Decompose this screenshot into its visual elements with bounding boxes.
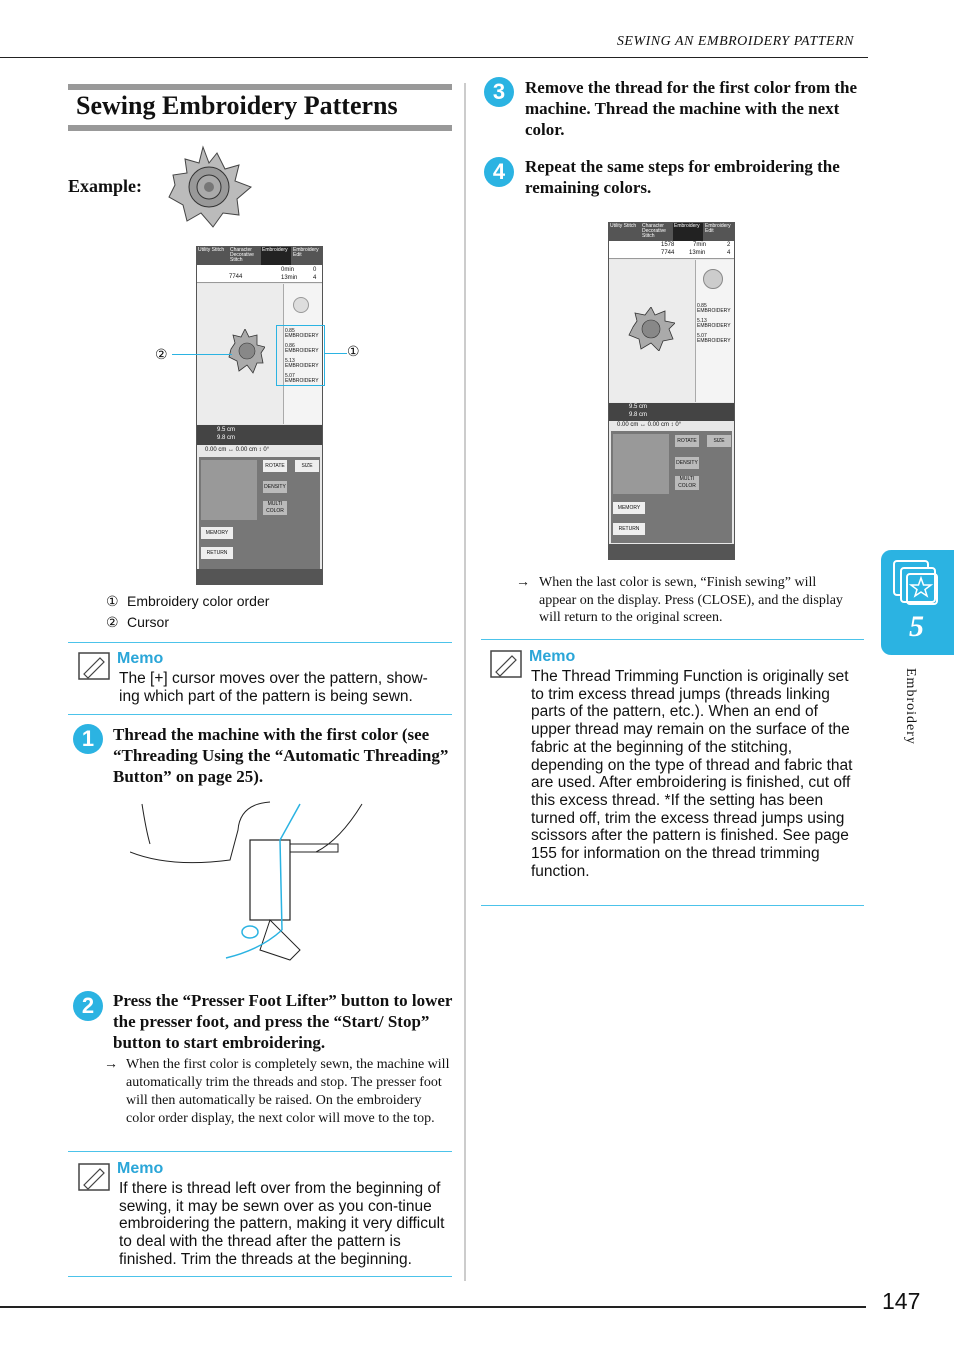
tab-embroidery-edit[interactable]: Embroidery Edit <box>293 247 319 258</box>
position-offset: 0.00 cm ↔ 0.00 cm ↕ 0° <box>205 447 270 453</box>
size-button[interactable]: SIZE <box>707 435 731 447</box>
tab-embroidery[interactable]: Embroidery <box>674 223 700 229</box>
memory-button[interactable]: MEMORY <box>201 527 233 539</box>
current-color: 2 <box>727 242 731 248</box>
callout-1: ① <box>347 343 360 359</box>
total-colors: 4 <box>313 275 317 281</box>
step-number-1: 1 <box>73 724 103 754</box>
step-2-text: Press the “Presser Foot Lifter” button to lower the presser foot, and press the “Start/ Stop” button to start embroidering. <box>113 991 453 1052</box>
step-4-text: Repeat the same steps for embroidering the remaining colors. <box>525 157 840 197</box>
pattern-height: 9.8 cm <box>217 435 236 441</box>
chapter-tab <box>881 550 954 655</box>
running-header: SEWING AN EMBROIDERY PATTERN <box>616 34 854 49</box>
stitch-count: 7744 <box>661 250 675 256</box>
memo-pencil-icon <box>78 652 110 680</box>
chapter-number: 5 <box>909 610 924 643</box>
position-offset: 0.00 cm ↔ 0.00 cm ↕ 0° <box>617 422 682 428</box>
memo-title: Memo <box>117 1160 164 1177</box>
pattern-width: 9.5 cm <box>629 404 648 410</box>
stitch-count: 7744 <box>229 274 243 280</box>
arrow-icon: → <box>516 575 530 590</box>
callout-2: ② <box>155 346 168 362</box>
pattern-preview <box>227 329 265 375</box>
step-number-2: 2 <box>73 991 103 1021</box>
color-order-3: 5.07 EMBROIDERY <box>697 333 731 344</box>
pattern-width: 9.5 cm <box>217 427 236 433</box>
color-order-3: 5.13 EMBROIDERY <box>285 358 319 369</box>
example-label: Example: <box>68 176 142 196</box>
stitches-sewn: 1578 <box>661 242 675 248</box>
memo-pencil-icon <box>78 1163 110 1191</box>
legend-text-1: Embroidery color order <box>127 593 270 609</box>
tab-utility-stitch[interactable]: Utility Stitch <box>198 247 225 253</box>
presser-foot-threading-illustration <box>130 800 370 968</box>
embroidery-hoop-icon <box>891 558 943 610</box>
color-order-1: 0.85 EMBROIDERY <box>697 303 731 314</box>
step-1-text: Thread the machine with the first color (see “Threading Using the “Automatic Threading” Button” on page 25). <box>113 725 449 786</box>
elapsed-time: 7min <box>693 242 707 248</box>
elapsed-time: 0min <box>281 267 295 273</box>
memo-body: The Thread Trimming Function is originally set to trim excess thread jumps (threads linking parts of the pattern, etc.). When an end of upper thread may remain on the surface of the fabric at the beginning of the stitching, depending on the type of thread and fabric that are used. After embroidering is finished, cut off this excess thread. *If the setting has been turned off, trim the excess thread jumps using scissors after the pattern is finished. See page 155 for information on the thread trimming function. <box>531 668 853 880</box>
section-title: Sewing Embroidery Patterns <box>76 91 398 120</box>
rotate-button[interactable]: ROTATE <box>263 460 287 472</box>
tab-character-decorative[interactable]: Character Decorative Stitch <box>642 223 666 239</box>
density-button[interactable]: DENSITY <box>675 457 699 469</box>
memo-title: Memo <box>117 650 164 667</box>
color-order-2: 0.86 EMBROIDERY <box>285 343 319 354</box>
lcd-screen-1 <box>196 246 323 585</box>
multi-color-button[interactable]: MULTI COLOR <box>675 476 699 490</box>
step-number-4: 4 <box>484 157 514 187</box>
color-order-2: 5.13 EMBROIDERY <box>697 318 731 329</box>
chapter-label: Embroidery <box>903 668 918 745</box>
memo-pencil-icon <box>490 650 522 678</box>
footer-rule <box>0 1306 866 1308</box>
size-button[interactable]: SIZE <box>295 460 319 472</box>
memory-button[interactable]: MEMORY <box>613 502 645 514</box>
column-divider <box>464 83 466 1281</box>
pattern-preview <box>627 307 675 351</box>
lcd-screen-2 <box>608 222 735 560</box>
rose-pattern-image <box>165 145 253 231</box>
total-colors: 4 <box>727 250 731 256</box>
tab-embroidery[interactable]: Embroidery <box>262 247 288 253</box>
color-order-4: 5.07 EMBROIDERY <box>285 373 319 384</box>
legend-num-1: ① <box>106 593 119 609</box>
rotate-button[interactable]: ROTATE <box>675 435 699 447</box>
total-time: 13min <box>281 275 298 281</box>
page-number: 147 <box>882 1288 921 1314</box>
pattern-height: 9.8 cm <box>629 412 648 418</box>
density-button[interactable]: DENSITY <box>263 481 287 493</box>
legend-num-2: ② <box>106 614 119 630</box>
return-button[interactable]: RETURN <box>201 547 233 559</box>
tab-embroidery-edit[interactable]: Embroidery Edit <box>705 223 731 234</box>
current-color: 0 <box>313 267 317 273</box>
multi-color-button[interactable]: MULTI COLOR <box>263 501 287 515</box>
memo-body: If there is thread left over from the beginning of sewing, it may be sewn over as you con-tinue embroidering the pattern, making it very difficult to deal with the thread after the pattern is finished. Trim the threads at the beginning. <box>119 1180 445 1268</box>
return-button[interactable]: RETURN <box>613 523 645 535</box>
color-order-highlight <box>276 325 325 386</box>
step-3-text: Remove the thread for the first color from the machine. Thread the machine with the next color. <box>525 78 858 139</box>
step-4-result-note: When the last color is sewn, “Finish sewing” will appear on the display. Press (CLOSE), and the display will return to the original screen. <box>539 575 843 625</box>
section-title-bar <box>68 84 452 131</box>
color-order-1: 0.85 EMBROIDERY <box>285 328 319 339</box>
tab-character-decorative[interactable]: Character Decorative Stitch <box>230 247 254 263</box>
tab-utility-stitch[interactable]: Utility Stitch <box>610 223 637 229</box>
arrow-icon: → <box>104 1057 118 1072</box>
step-number-3: 3 <box>484 77 514 107</box>
header-rule <box>0 57 868 58</box>
memo-title: Memo <box>529 648 576 665</box>
step-2-result-note: When the first color is completely sewn, the machine will automatically trim the threads and stop. The presser foot will then automatically be raised. On the embroidery color order display, the next color will move to the top. <box>126 1057 450 1126</box>
total-time: 13min <box>689 250 706 256</box>
legend-text-2: Cursor <box>127 614 170 630</box>
memo-body: The [+] cursor moves over the pattern, show-ing which part of the pattern is being sewn. <box>119 670 428 705</box>
